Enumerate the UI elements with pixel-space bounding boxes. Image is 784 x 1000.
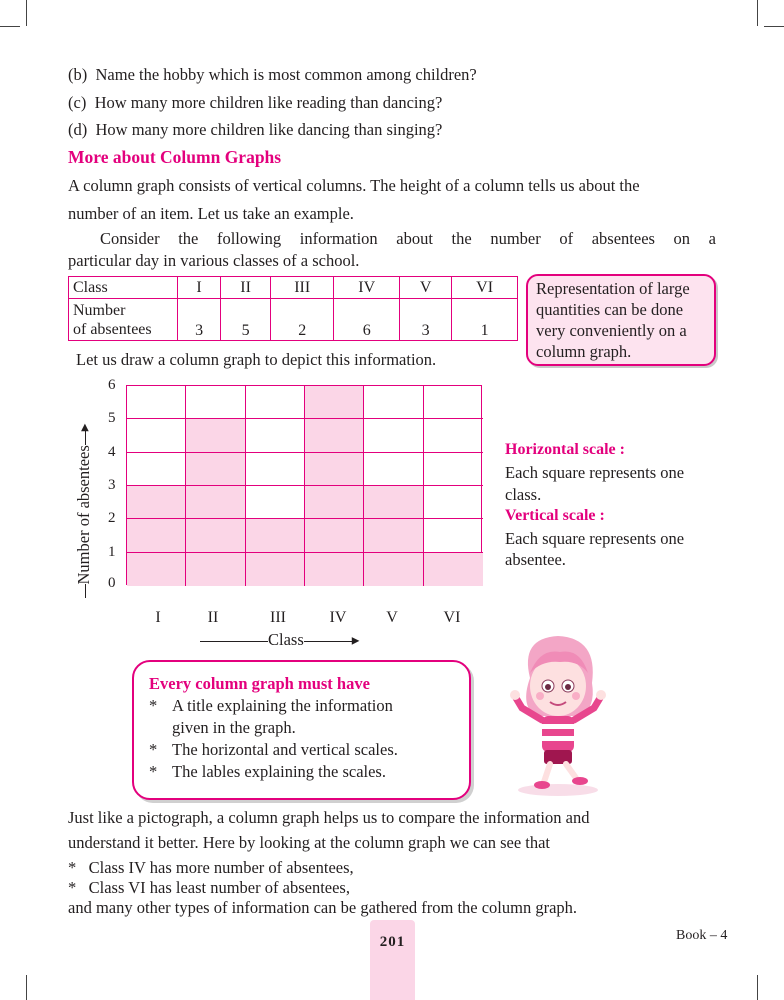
consider-line-1: Consider the following information about the number of absentees on a <box>100 229 716 248</box>
horizontal-scale-line-2: class. <box>505 485 542 504</box>
section-title: More about Column Graphs <box>68 147 282 167</box>
column-cell-filled <box>246 519 305 552</box>
column-cell-empty <box>246 419 305 452</box>
question-marker: (c) <box>68 93 87 112</box>
column-cell-filled <box>364 553 423 586</box>
column-cell-filled <box>364 519 423 552</box>
vertical-scale-line-1: Each square represents one <box>505 529 685 548</box>
crop-mark <box>26 0 27 26</box>
fact-2 <box>68 877 350 899</box>
draw-line: Let us draw a column graph to depict this information. <box>76 350 437 369</box>
question-text: Name the hobby which is most common among children? <box>95 65 477 84</box>
table-value-cell: 3 <box>178 299 221 341</box>
question-text: How many more children like reading than dancing? <box>94 93 443 112</box>
page-number-tab <box>370 920 415 1000</box>
row-label-line: of absentees <box>73 320 152 338</box>
bubble-item-1-line-1: A title explaining the information <box>172 696 393 715</box>
x-tick-label: III <box>270 609 286 626</box>
note-line: column graph. <box>536 342 632 361</box>
table-class-cell: VI <box>452 277 518 299</box>
column-cell-filled <box>186 453 245 486</box>
y-tick-label: 6 <box>108 377 116 393</box>
note-line: Representation of large <box>536 279 690 298</box>
arrow-right-icon: ▶ <box>351 635 360 647</box>
bubble-bullet: * <box>149 740 158 759</box>
column-cell-empty <box>246 453 305 486</box>
table-value-cell: 5 <box>221 299 271 341</box>
column-cell-filled <box>305 419 364 452</box>
column-cell-filled <box>186 519 245 552</box>
column-cell-empty <box>186 386 245 419</box>
table-class-cell: V <box>400 277 452 299</box>
vertical-scale-title: Vertical scale : <box>505 507 605 524</box>
axis-line-right <box>85 431 86 445</box>
question-marker: (d) <box>68 120 88 139</box>
column-cell-empty <box>364 419 423 452</box>
fact-1 <box>68 857 354 879</box>
closing-line-2: understand it better. Here by looking at the column graph we can see that <box>68 833 551 852</box>
table-value-row <box>69 299 518 341</box>
column-graph-grid <box>126 385 482 585</box>
x-tick-label: IV <box>329 609 347 626</box>
note-line: very conveniently on a <box>536 321 687 340</box>
column-cell-empty <box>424 386 483 419</box>
table-value-cell: 2 <box>271 299 334 341</box>
bubble-bullet: * <box>149 696 158 715</box>
column-cell-empty <box>127 453 186 486</box>
table-value-cell: 6 <box>334 299 400 341</box>
column-cell-empty <box>127 386 186 419</box>
intro-line-1: A column graph consists of vertical columns. The height of a column tells us about the <box>68 176 640 195</box>
column-cell-filled <box>305 453 364 486</box>
y-axis-label <box>74 411 96 611</box>
closing-line-3: and many other types of information can be gathered from the column graph. <box>68 898 578 917</box>
crop-mark <box>0 26 20 27</box>
column-cell-filled <box>305 486 364 519</box>
column-cell-empty <box>246 486 305 519</box>
y-tick-label: 2 <box>108 510 116 527</box>
fact-marker: * <box>68 858 77 877</box>
column-cell-filled <box>186 486 245 519</box>
table-class-cell: II <box>221 277 271 299</box>
table-value-cell: 1 <box>452 299 518 341</box>
fact-marker: * <box>68 878 77 897</box>
bubble-bullet: * <box>149 762 158 781</box>
column-cell-empty <box>424 486 483 519</box>
x-tick-label: II <box>207 609 219 626</box>
column-cell-filled <box>127 519 186 552</box>
axis-line-left <box>85 585 86 599</box>
arrow-up-icon: ▶ <box>79 423 91 432</box>
axis-line-left <box>200 641 268 642</box>
consider-line-2: particular day in various classes of a school. <box>68 251 360 270</box>
column-cell-empty <box>364 453 423 486</box>
y-axis-label-text: Number of absentees <box>74 445 93 585</box>
vertical-scale-line-2: absentee. <box>505 550 566 569</box>
column-cell-filled <box>246 553 305 586</box>
note-box <box>526 274 716 366</box>
y-tick-label: 1 <box>108 543 116 560</box>
column-cell-empty <box>424 519 483 552</box>
row-label-line: Number <box>73 301 126 319</box>
column-cell-filled <box>127 553 186 586</box>
table-class-cell: III <box>271 277 334 299</box>
speech-bubble <box>132 660 471 800</box>
crop-mark <box>764 26 784 27</box>
page-number: 201 <box>379 934 406 950</box>
bubble-item-1-line-2: given in the graph. <box>172 718 296 737</box>
column-cell-filled <box>186 553 245 586</box>
table-value-cell: 3 <box>400 299 452 341</box>
y-tick-label: 4 <box>108 443 116 460</box>
crop-mark <box>757 0 758 26</box>
column-cell-filled <box>186 419 245 452</box>
x-tick-label: V <box>386 609 398 626</box>
column-cell-empty <box>127 419 186 452</box>
table-class-cell: I <box>178 277 221 299</box>
horizontal-scale-line-1: Each square represents one <box>505 463 685 482</box>
column-cell-filled <box>127 486 186 519</box>
y-tick-label: 3 <box>108 477 116 493</box>
bubble-item-3: The lables explaining the scales. <box>172 762 386 781</box>
x-axis-label <box>200 630 359 650</box>
column-cell-empty <box>424 419 483 452</box>
column-cell-empty <box>246 386 305 419</box>
book-label: Book – 4 <box>676 928 728 943</box>
girl-illustration <box>500 628 615 798</box>
crop-mark <box>757 975 758 1000</box>
column-cell-filled <box>305 386 364 419</box>
column-cell-filled <box>424 553 483 586</box>
table-header-label: Class <box>69 277 178 299</box>
table-row-label <box>69 299 178 341</box>
question-c <box>68 92 442 114</box>
x-tick-label: I <box>155 609 161 626</box>
table-header-row <box>69 277 518 299</box>
x-tick-label: VI <box>443 609 461 626</box>
y-tick-label: 5 <box>108 410 116 427</box>
crop-mark <box>26 975 27 1000</box>
intro-line-2: number of an item. Let us take an example. <box>68 204 354 223</box>
question-marker: (b) <box>68 65 88 84</box>
fact-text: Class VI has least number of absentees, <box>88 878 350 897</box>
column-cell-empty <box>424 453 483 486</box>
y-tick-label: 0 <box>108 575 116 591</box>
fact-text: Class IV has more number of absentees, <box>88 858 354 877</box>
axis-line-right <box>304 641 352 642</box>
column-cell-filled <box>305 553 364 586</box>
bubble-title: Every column graph must have <box>149 674 370 693</box>
question-text: How many more children like dancing than singing? <box>95 120 443 139</box>
column-cell-filled <box>305 519 364 552</box>
note-line: quantities can be done <box>536 300 684 319</box>
closing-line-1: Just like a pictograph, a column graph helps us to compare the information and <box>68 808 590 827</box>
column-cell-filled <box>364 486 423 519</box>
bubble-item-2: The horizontal and vertical scales. <box>172 740 398 759</box>
table-class-cell: IV <box>334 277 400 299</box>
absentees-table <box>68 276 518 341</box>
horizontal-scale-title: Horizontal scale : <box>505 441 625 458</box>
question-b <box>68 64 477 86</box>
column-cell-empty <box>364 386 423 419</box>
question-d <box>68 119 442 141</box>
x-axis-label-text: Class <box>268 630 304 649</box>
